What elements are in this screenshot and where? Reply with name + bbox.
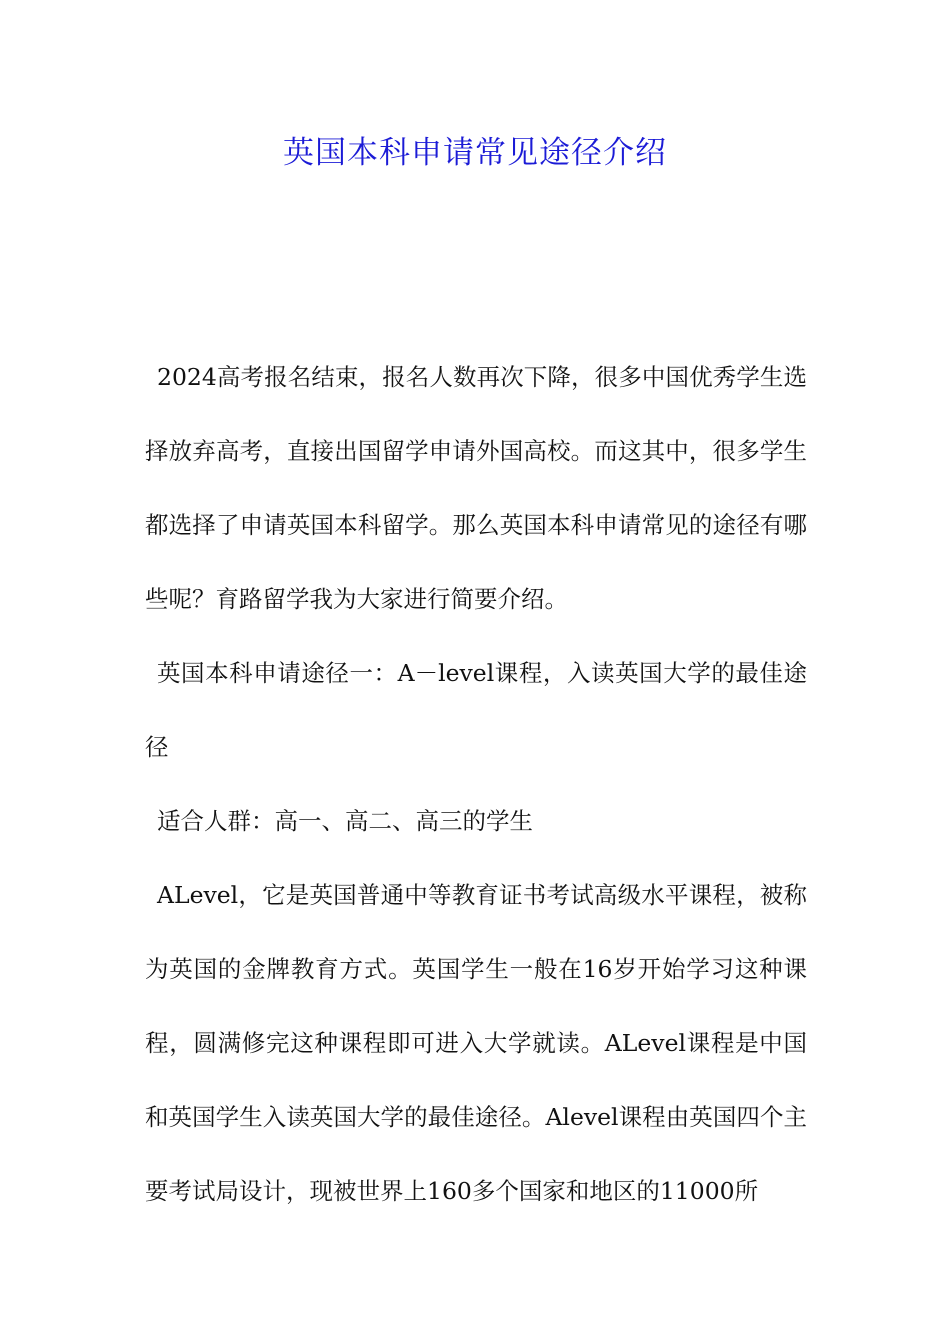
paragraph-alevel-description: ALevel，它是英国普通中等教育证书考试高级水平课程，被称为英国的金牌教育方式。英国学生一般在16岁开始学习这种课程，圆满修完这种课程即可进入大学就读。ALevel课程是中国和英国学生入读英国大学的最佳途径。Alevel课程由英国四个主要考试局设计，现被世界上160多个国家和地区的11000所 <box>145 881 807 1205</box>
paragraph-intro: 2024高考报名结束，报名人数再次下降，很多中国优秀学生选择放弃高考，直接出国留学申请外国高校。而这其中，很多学生都选择了申请英国本科留学。那么英国本科申请常见的途径有哪些呢？育路留学我为大家进行简要介绍。 <box>145 363 807 613</box>
document-body <box>145 340 807 1228</box>
paragraph-route-one-heading: 英国本科申请途径一：A－level课程，入读英国大学的最佳途径 <box>145 659 807 761</box>
document-title: 英国本科申请常见途径介绍 <box>283 135 667 171</box>
paragraph-target-group: 适合人群：高一、高二、高三的学生 <box>157 807 533 835</box>
